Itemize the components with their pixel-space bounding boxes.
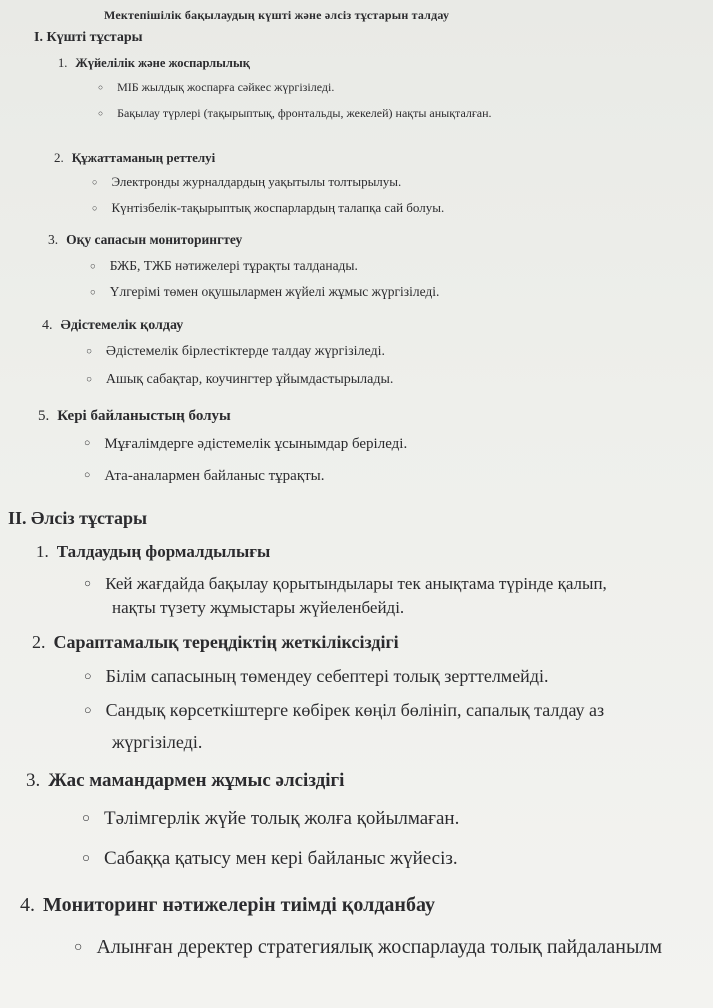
- bullet-circle-icon: ○: [86, 345, 92, 357]
- subsection-title: Жүйелілік және жоспарлылық: [75, 56, 250, 70]
- subsection-heading: [38, 408, 231, 425]
- list-item: [98, 80, 334, 95]
- list-item-text: БЖБ, ТЖБ нәтижелері тұрақты талданады.: [109, 258, 358, 273]
- list-item-text: Бақылау түрлері (тақырыптық, фронтальды, жекелей) нақты анықталған.: [117, 106, 492, 120]
- subsection-number: 5.: [38, 408, 50, 424]
- bullet-circle-icon: ○: [98, 82, 104, 92]
- list-item: [82, 848, 458, 870]
- subsection-number: 1.: [58, 56, 68, 70]
- subsection-heading: [32, 632, 399, 653]
- subsection-heading: [36, 542, 270, 562]
- subsection-title: Оқу сапасын мониторингтеу: [66, 232, 243, 247]
- list-item: [86, 372, 393, 388]
- list-item: [84, 468, 325, 485]
- list-item-text: Мұғалімдерге әдістемелік ұсынымдар беріледі.: [104, 436, 408, 452]
- subsection-heading: [42, 318, 183, 334]
- list-item-text: Тәлімгерлік жүйе толық жолға қойылмаған.: [104, 808, 460, 829]
- bullet-circle-icon: ○: [86, 373, 92, 385]
- subsection-heading: [26, 770, 344, 792]
- subsection-title: Жас мамандармен жұмыс әлсіздігі: [48, 770, 345, 791]
- subsection-title: Әдістемелік қолдау: [60, 318, 184, 333]
- list-item: [98, 104, 578, 123]
- subsection-heading: [58, 56, 250, 71]
- subsection-heading: [20, 894, 435, 917]
- document-title: Мектепішілік бақылаудың күшті және әлсіз тұстарын талдау: [104, 8, 450, 22]
- bullet-circle-icon: ○: [82, 850, 91, 866]
- list-item-text: Кей жағдайда бақылау қорытындылары тек анықтама түрінде қалып,: [105, 574, 607, 593]
- bullet-circle-icon: ○: [84, 703, 92, 718]
- bullet-circle-icon: ○: [92, 202, 98, 213]
- list-item-continuation: нақты түзету жұмыстары жүйеленбейді.: [112, 598, 405, 617]
- subsection-number: 4.: [20, 894, 35, 916]
- list-item-text: Сабаққа қатысу мен кері байланыс жүйесіз.: [104, 848, 458, 869]
- subsection-title: Мониторинг нәтижелерін тиімді қолданбау: [43, 894, 435, 916]
- bullet-circle-icon: ○: [84, 669, 92, 684]
- bullet-circle-icon: ○: [84, 470, 91, 482]
- subsection-title: Кері байланыстың болуы: [57, 408, 231, 424]
- subsection-title: Талдаудың формалдылығы: [56, 542, 271, 561]
- list-item: [90, 258, 358, 274]
- subsection-heading: [54, 150, 215, 166]
- list-item: [86, 344, 385, 360]
- list-item: [84, 574, 607, 594]
- list-item: [84, 666, 548, 687]
- list-item: [84, 436, 407, 453]
- list-item: [82, 808, 459, 830]
- list-item: [90, 284, 439, 300]
- section-heading-strengths: I. Күшті тұстары: [34, 30, 143, 45]
- subsection-number: 2.: [54, 150, 64, 165]
- subsection-number: 3.: [48, 232, 59, 247]
- list-item: [84, 700, 604, 721]
- list-item-text: Электронды журналдардың уақытылы толтырылуы.: [111, 174, 402, 189]
- list-item: [74, 936, 662, 959]
- list-item-text: Сандық көрсеткіштерге көбірек көңіл бөлініп, сапалық талдау аз: [105, 700, 605, 720]
- list-item-continuation: жүргізіледі.: [112, 732, 203, 752]
- list-item-text: Ата-аналармен байланыс тұрақты.: [104, 468, 325, 484]
- list-item-text: Ашық сабақтар, коучингтер ұйымдастырылады.: [105, 372, 394, 387]
- list-item: [92, 174, 401, 190]
- bullet-circle-icon: ○: [82, 810, 91, 826]
- subsection-number: 4.: [42, 318, 53, 333]
- list-item-text: Білім сапасының төмендеу себептері толық зерттелмейді.: [105, 666, 549, 686]
- subsection-heading: [48, 232, 242, 248]
- subsection-number: 3.: [26, 770, 41, 791]
- list-item-text: Әдістемелік бірлестіктерде талдау жүргізіледі.: [105, 344, 386, 359]
- list-item-text: Алынған деректер стратегиялық жоспарлауда толық пайдаланылм: [96, 936, 663, 958]
- bullet-circle-icon: ○: [90, 261, 96, 272]
- bullet-circle-icon: ○: [84, 438, 91, 450]
- bullet-circle-icon: ○: [74, 939, 83, 955]
- subsection-number: 2.: [32, 632, 46, 652]
- bullet-circle-icon: ○: [90, 287, 96, 298]
- bullet-circle-icon: ○: [92, 176, 98, 187]
- bullet-circle-icon: ○: [84, 576, 92, 591]
- list-item: [92, 200, 444, 216]
- list-item-text: МІБ жылдық жоспарға сәйкес жүргізіледі.: [117, 80, 335, 94]
- bullet-circle-icon: ○: [98, 108, 104, 118]
- subsection-title: Сараптамалық тереңдіктің жеткіліксіздігі: [53, 632, 399, 652]
- subsection-title: Құжаттаманың реттелуі: [71, 150, 216, 165]
- list-item-text: Үлгерімі төмен оқушылармен жүйелі жұмыс жүргізіледі.: [109, 284, 440, 299]
- subsection-number: 1.: [36, 542, 49, 561]
- list-item-text: Күнтізбелік-тақырыптық жоспарлардың талапқа сай болуы.: [111, 200, 445, 215]
- section-heading-weaknesses: II. Әлсіз тұстары: [8, 508, 148, 528]
